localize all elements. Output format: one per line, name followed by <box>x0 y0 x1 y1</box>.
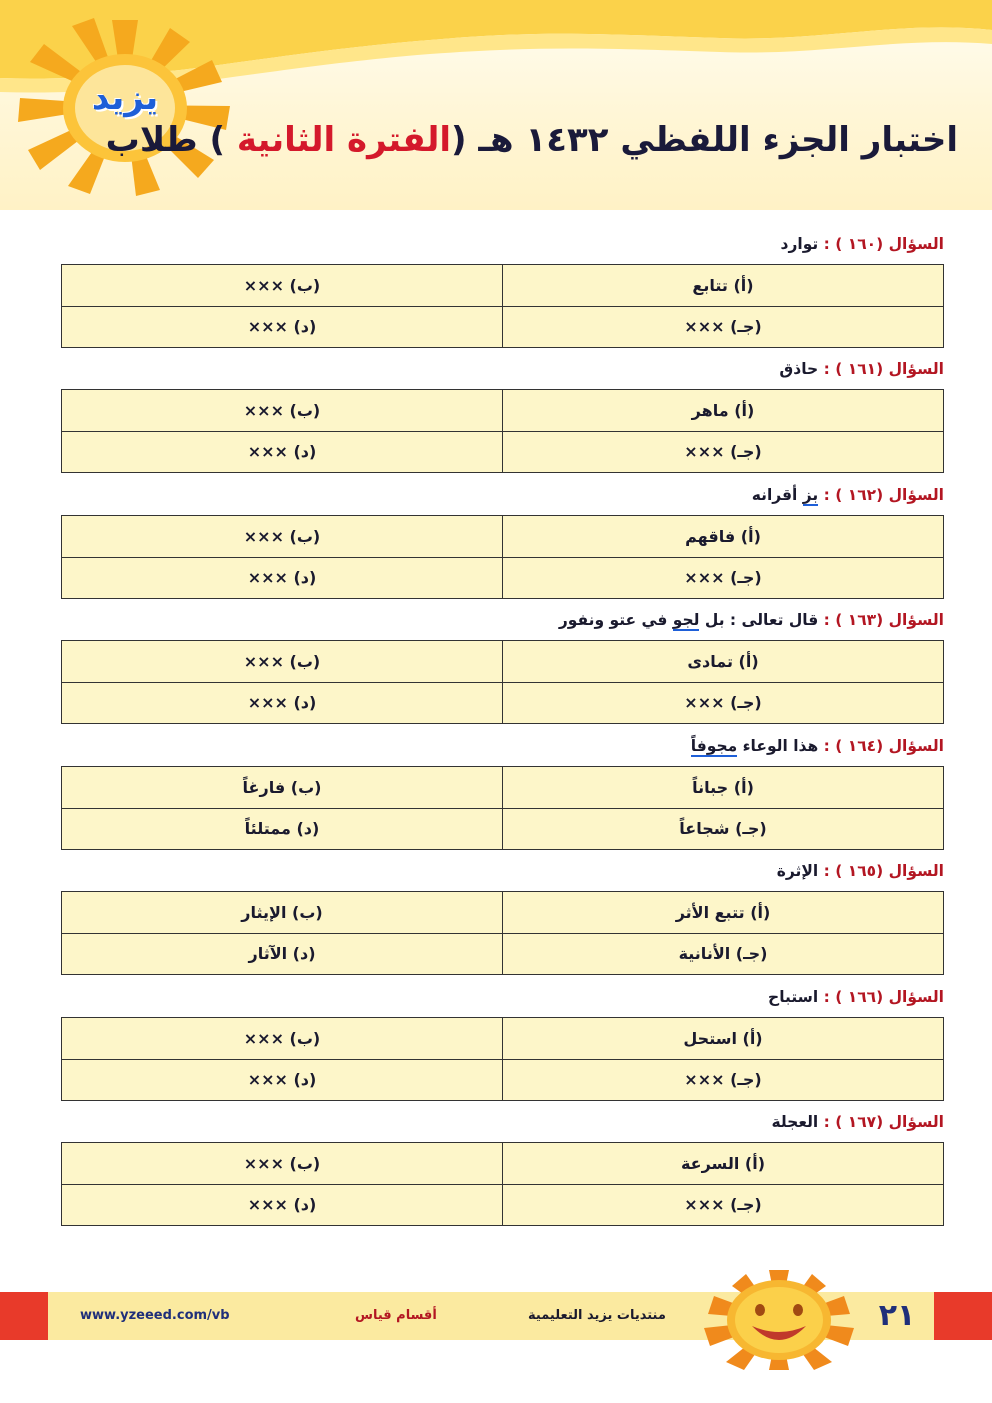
question-word: حاذق <box>779 360 819 378</box>
option-d[interactable]: (د) ××× <box>62 557 503 599</box>
logo-wordmark: يزيد <box>91 78 159 118</box>
option-d[interactable]: (د) ××× <box>62 1059 503 1101</box>
option-a[interactable]: (أ) فاقهم <box>503 516 944 558</box>
question-word: العجلة <box>771 1113 819 1131</box>
question-166 <box>61 977 944 1101</box>
option-d[interactable]: (د) ××× <box>62 306 503 348</box>
question-number: السؤال (١٦٥ ) <box>835 862 944 880</box>
options-table <box>61 389 944 473</box>
question-word: استباح <box>768 988 819 1006</box>
label-colon: : <box>818 611 830 629</box>
options-row <box>62 431 944 473</box>
question-number: السؤال (١٦٠ ) <box>835 235 944 253</box>
option-b[interactable]: (ب) ××× <box>62 1143 503 1185</box>
title-accent: الفترة الثانية <box>236 120 452 160</box>
options-row <box>62 1143 944 1185</box>
label-colon: : <box>818 486 830 504</box>
question-label <box>61 851 944 891</box>
question-164 <box>61 726 944 850</box>
option-a[interactable]: (أ) تتبع الأثر <box>503 892 944 934</box>
options-row <box>62 808 944 850</box>
footer-forum-name: منتديات يزيد التعليمية <box>528 1308 666 1323</box>
option-d[interactable]: (د) ××× <box>62 431 503 473</box>
options-row <box>62 306 944 348</box>
options-table <box>61 891 944 975</box>
option-c[interactable]: (جـ) ××× <box>503 431 944 473</box>
question-word-before: قال تعالى : بل <box>699 611 819 629</box>
option-a[interactable]: (أ) السرعة <box>503 1143 944 1185</box>
footer-site-link[interactable]: www.yzeeed.com/vb <box>80 1308 230 1323</box>
option-a[interactable]: (أ) تتابع <box>503 265 944 307</box>
option-a[interactable]: (أ) جباناً <box>503 767 944 809</box>
question-163 <box>61 600 944 724</box>
question-word-underlined: لجو <box>672 611 700 629</box>
option-c[interactable]: (جـ) شجاعاً <box>503 808 944 850</box>
options-row <box>62 767 944 809</box>
options-row <box>62 516 944 558</box>
option-c[interactable]: (جـ) ××× <box>503 306 944 348</box>
question-word: الإثرة <box>776 862 819 880</box>
page-header <box>0 0 992 210</box>
label-colon: : <box>818 235 830 253</box>
options-table <box>61 1142 944 1226</box>
options-table <box>61 264 944 348</box>
question-number: السؤال (١٦٤ ) <box>835 737 944 755</box>
label-colon: : <box>818 862 830 880</box>
option-b[interactable]: (ب) ××× <box>62 516 503 558</box>
options-row <box>62 933 944 975</box>
option-c[interactable]: (جـ) ××× <box>503 1059 944 1101</box>
option-c[interactable]: (جـ) ××× <box>503 557 944 599</box>
options-table <box>61 515 944 599</box>
option-a[interactable]: (أ) ماهر <box>503 390 944 432</box>
option-b[interactable]: (ب) ××× <box>62 641 503 683</box>
title-end: ) طلاب <box>105 120 237 160</box>
options-row <box>62 1059 944 1101</box>
option-b[interactable]: (ب) ××× <box>62 390 503 432</box>
option-a[interactable]: (أ) تمادى <box>503 641 944 683</box>
option-d[interactable]: (د) ××× <box>62 682 503 724</box>
options-row <box>62 1018 944 1060</box>
options-row <box>62 682 944 724</box>
question-number: السؤال (١٦٢ ) <box>835 486 944 504</box>
options-row <box>62 892 944 934</box>
options-row <box>62 1184 944 1226</box>
question-label <box>61 977 944 1017</box>
option-d[interactable]: (د) الآثار <box>62 933 503 975</box>
option-c[interactable]: (جـ) ××× <box>503 1184 944 1226</box>
question-word-before: هذا الوعاء <box>737 737 819 755</box>
option-a[interactable]: (أ) استحل <box>503 1018 944 1060</box>
option-b[interactable]: (ب) فارغاً <box>62 767 503 809</box>
question-165 <box>61 851 944 975</box>
question-number: السؤال (١٦٧ ) <box>835 1113 944 1131</box>
option-b[interactable]: (ب) ××× <box>62 265 503 307</box>
question-word-underlined: مجوفاً <box>690 737 738 755</box>
options-row <box>62 390 944 432</box>
option-d[interactable]: (د) ××× <box>62 1184 503 1226</box>
title-main: اختبار الجزء اللفظي ١٤٣٢ هـ ( <box>451 120 958 160</box>
option-b[interactable]: (ب) ××× <box>62 1018 503 1060</box>
footer-red-block-right <box>934 1292 992 1340</box>
label-colon: : <box>818 360 830 378</box>
question-label <box>61 1102 944 1142</box>
question-word-underlined: بز <box>802 486 819 504</box>
question-word: توارد <box>780 235 819 253</box>
option-d[interactable]: (د) ممتلئاً <box>62 808 503 850</box>
label-colon: : <box>818 988 830 1006</box>
smiling-sun-icon <box>694 1270 864 1370</box>
page-number: ٢١ <box>878 1298 916 1333</box>
label-colon: : <box>818 737 830 755</box>
footer-red-block-left <box>0 1292 48 1340</box>
options-table <box>61 766 944 850</box>
label-colon: : <box>818 1113 830 1131</box>
question-word-after: في عتو ونفور <box>558 611 673 629</box>
question-number: السؤال (١٦٣ ) <box>835 611 944 629</box>
options-row <box>62 641 944 683</box>
page-title <box>106 120 958 160</box>
question-number: السؤال (١٦١ ) <box>835 360 944 378</box>
question-167 <box>61 1102 944 1226</box>
options-row <box>62 557 944 599</box>
options-table <box>61 640 944 724</box>
footer-sections: أقسام قياس <box>355 1308 437 1323</box>
question-161 <box>61 349 944 473</box>
question-label <box>61 600 944 640</box>
question-word-after: أقرانه <box>751 486 803 504</box>
question-number: السؤال (١٦٦ ) <box>835 988 944 1006</box>
option-b[interactable]: (ب) الإيثار <box>62 892 503 934</box>
question-label <box>61 224 944 264</box>
option-c[interactable]: (جـ) ××× <box>503 682 944 724</box>
question-162 <box>61 475 944 599</box>
options-row <box>62 265 944 307</box>
question-label <box>61 349 944 389</box>
options-table <box>61 1017 944 1101</box>
question-160 <box>61 224 944 348</box>
question-label <box>61 726 944 766</box>
question-label <box>61 475 944 515</box>
option-c[interactable]: (جـ) الأنانية <box>503 933 944 975</box>
